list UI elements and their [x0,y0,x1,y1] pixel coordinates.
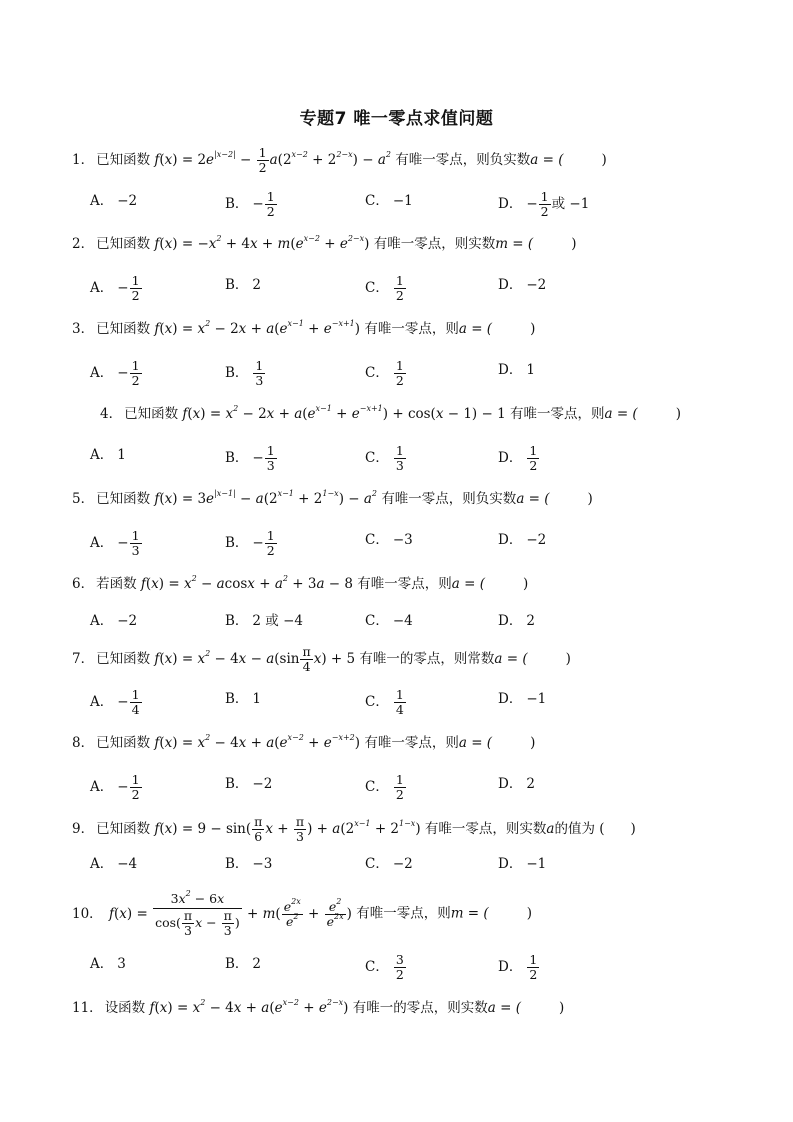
q9-post: 有唯一零点，则实数 [424,821,547,837]
q10-opts-C: C． [365,959,389,975]
q9-opts-Dv: −1 [526,856,547,872]
q7-pre: 已知函数 [96,651,151,667]
q5-opts-D: D． [498,532,523,548]
q1-opts-Av: −2 [117,193,138,209]
q8-opts-A: A． [90,779,114,795]
option-d [498,529,546,551]
option-b [225,610,303,632]
formula: $f(x) = x^2 - 4x + a(e^{x-2} + e^{-x+2})$ [154,733,361,751]
q2-num: 2． [72,236,95,252]
q4-opts-B: B． [225,450,249,466]
q6-pre: 若函数 [96,576,137,592]
q9-num: 9． [72,821,95,837]
option-d [498,359,535,381]
q4-ans: a = ( [604,406,638,422]
formula: $f(x) = x^2 - 4x + a(e^{x-2} + e^{2-x})$ [149,998,349,1016]
option-c [365,853,413,875]
formula: $f(x) = 3e^{|x-1|} - a(2^{x-1} + 2^{1-x}) - a^2$ [154,489,378,507]
q1-opts-Cv: −1 [392,193,413,209]
q5-post: 有唯一零点，则负实数 [381,491,517,507]
option-d: D． $\frac{1}{2}$ [498,443,538,473]
q9-post2: 的值为 ( [554,821,605,837]
q1-pre: 已知函数 [96,152,151,168]
q2-opts-Dv: −2 [526,277,547,293]
q1-close: ) [601,152,607,168]
page-title: 专题7 唯一零点求值问题 [299,109,494,129]
q2-opts-A: A． [90,280,114,296]
option-d [498,773,535,795]
q11-pre: 设函数 [104,1000,146,1016]
question-6 [72,573,528,595]
question-2 [72,233,576,255]
q5-opts-Cv: −3 [392,532,413,548]
option-a [90,610,137,632]
q6-opts-Cv: −4 [392,613,413,629]
q7-num: 7． [72,651,95,667]
q11-num: 11． [72,1000,103,1016]
q10-opts-D: D． [498,959,523,975]
option-c: C． $\frac{1}{2}$ [365,358,404,388]
option-a [90,190,137,212]
option-d [498,274,546,296]
q8-opts-B: B． [225,776,249,792]
q1-opts-B: B． [225,196,249,212]
question-1 [72,146,607,175]
question-5 [72,488,593,510]
option-d: D． $\frac{1}{2}$ [498,952,538,982]
q10-opts-Bv: 2 [252,956,262,972]
q3-opts-Dv: 1 [526,362,535,378]
formula: $f(x) = x^2 - 2x + a(e^{x-1} + e^{-x+1})$ [154,319,361,337]
q7-opts-C: C． [365,694,389,710]
q8-num: 8． [72,735,95,751]
q2-close: ) [571,236,577,252]
q9-opts-Cv: −2 [392,856,413,872]
q7-opts-B: B． [225,691,249,707]
q4-opts-D: D． [498,450,523,466]
q3-pre: 已知函数 [96,321,151,337]
option-a: A． − $\frac{1}{2}$ [90,772,140,802]
option-d: D． − $\frac{1}{2}$ 或 −1 [498,189,590,219]
q9-ans: a [546,821,555,837]
q3-ans: a = ( [458,321,493,337]
q2-opts-D: D． [498,277,523,293]
q11-close: ) [558,1000,565,1016]
q4-opts-C: C． [365,450,389,466]
option-c [365,610,413,632]
formula: $f(x) = x^2 - acosx + a^2 + 3a - 8$ [140,574,353,592]
q9-pre: 已知函数 [96,821,151,837]
q7-opts-Bv: 1 [252,691,262,707]
q5-pre: 已知函数 [96,491,151,507]
option-b [225,688,261,710]
formula: $f(x) = 2e^{|x-2|}$ − $\frac{1}{2}$ $a(2^{x-2} + 2^{2-x}) - a^2$ [154,145,391,175]
q10-opts-A: A． [90,956,114,972]
q8-pre: 已知函数 [96,735,151,751]
formula: $f(x) = x^2 - 4x - a(\sin$ $\frac{\pi}{4}$ x) + 5 [154,644,356,674]
q2-post: 有唯一零点，则实数 [373,236,496,252]
q11-post: 有唯一的零点，则实数 [352,1000,488,1016]
option-c: C． $\frac{3}{2}$ [365,952,404,982]
q3-num: 3． [72,321,95,337]
option-a: A． − $\frac{1}{4}$ [90,687,140,717]
q3-post: 有唯一零点，则 [364,321,459,337]
q7-post: 有唯一的零点，则常数 [359,651,495,667]
q9-opts-Av: −4 [117,856,138,872]
q6-opts-B: B． [225,613,249,629]
q5-opts-B: B． [225,535,249,551]
q1-opts-Dmid: 或 −1 [551,196,590,212]
option-c [365,529,413,551]
question-11 [72,997,564,1019]
q8-opts-Bv: −2 [252,776,273,792]
q9-opts-D: D． [498,856,523,872]
q4-pre: 已知函数 [124,406,179,422]
q9-opts-Bv: −3 [252,856,273,872]
option-a: A． − $\frac{1}{2}$ [90,358,140,388]
option-a: A． − $\frac{1}{3}$ [90,528,140,558]
option-b [225,274,261,296]
formula: $f(x) = x^2 - 2x + a(e^{x-1} + e^{-x+1}) + \cos(x - 1) - 1$ [182,404,506,422]
q10-opts-Av: 3 [117,956,126,972]
q7-opts-D: D． [498,691,523,707]
q5-ans: a = ( [516,491,550,507]
option-c: C． $\frac{1}{2}$ [365,772,404,802]
q1-ans: a = ( [530,152,564,168]
q7-opts-A: A． [90,694,114,710]
q6-opts-A: A． [90,613,114,629]
q1-opts-D: D． [498,196,523,212]
formula: f(x) = $3x^2 - 6x$ cos( $\frac{\pi}{3}$ x − $\frac{\pi}{3}$ ) + m( $\frac{e^{2x}}{e^2}$ + $\frac{e^2}{e^{2x}}$ ) [108,889,352,938]
q2-ans: m = ( [495,236,534,252]
q7-close: ) [565,651,571,667]
q1-opts-C: C． [365,193,389,209]
q6-num: 6． [72,576,95,592]
q1-opts-A: A． [90,193,114,209]
q5-opts-C: C． [365,532,389,548]
option-c [365,190,413,212]
q2-opts-B: B． [225,277,249,293]
option-b [225,773,272,795]
q3-close: ) [530,321,536,337]
option-d [498,610,535,632]
option-a [90,853,137,875]
q3-opts-C: C． [365,365,389,381]
q10-post: 有唯一零点，则 [356,905,451,922]
option-d [498,688,546,710]
question-10 [72,890,532,938]
q4-close: ) [675,406,681,422]
q5-opts-Dv: −2 [526,532,547,548]
q5-opts-A: A． [90,535,114,551]
q6-opts-Bv: 2 或 −4 [252,613,303,629]
q3-opts-A: A． [90,365,114,381]
q4-opts-Av: 1 [117,447,126,463]
q6-opts-C: C． [365,613,389,629]
option-b [225,853,272,875]
question-9 [72,815,636,844]
q7-ans: a = ( [494,651,528,667]
q2-opts-C: C． [365,280,389,296]
q6-post: 有唯一零点，则 [357,576,452,592]
formula: f(x) = 9 − sin( $\frac{\pi}{6}$ x + $\frac{\pi}{3}$ ) + $a(2^{x-1} + 2^{1-x})$ [154,814,421,844]
q10-ans: m = ( [450,905,489,922]
q3-opts-B: B． [225,365,249,381]
q4-post: 有唯一零点，则 [509,406,605,422]
q10-opts-B: B． [225,956,249,972]
option-c: C． $\frac{1}{3}$ [365,443,404,473]
q2-pre: 已知函数 [96,236,151,252]
q1-num: 1． [72,152,95,168]
q1-post: 有唯一零点，则负实数 [395,152,531,168]
option-b [225,953,261,975]
option-c: C． $\frac{1}{2}$ [365,273,404,303]
q10-num: 10． [72,905,103,922]
option-b: B． − $\frac{1}{2}$ [225,189,275,219]
q5-close: ) [587,491,593,507]
question-7 [72,645,571,674]
q6-opts-Av: −2 [117,613,138,629]
option-c: C． $\frac{1}{4}$ [365,687,404,717]
q8-opts-D: D． [498,776,523,792]
q9-opts-B: B． [225,856,249,872]
option-a [90,444,126,466]
question-4 [100,403,681,425]
q6-ans: a = ( [451,576,486,592]
q6-opts-D: D． [498,613,523,629]
q2-opts-Bv: 2 [252,277,262,293]
q9-close: ) [630,821,636,837]
option-b: B． − $\frac{1}{3}$ [225,443,275,473]
q10-close: ) [526,905,532,922]
q5-num: 5． [72,491,95,507]
option-b: B． $\frac{1}{3}$ [225,358,264,388]
q8-opts-Dv: 2 [526,776,535,792]
q9-opts-C: C． [365,856,389,872]
q6-opts-Dv: 2 [526,613,535,629]
q9-opts-A: A． [90,856,114,872]
q8-close: ) [530,735,536,751]
q8-ans: a = ( [458,735,493,751]
q3-opts-D: D． [498,362,523,378]
q11-ans: a = ( [487,1000,521,1016]
question-8 [72,732,535,754]
option-b: B． − $\frac{1}{2}$ [225,528,275,558]
q4-num: 4． [100,406,123,422]
formula: $f(x) = -x^2 + 4x + m(e^{x-2} + e^{2-x})$ [154,234,370,252]
option-a: A． − $\frac{1}{2}$ [90,273,140,303]
q8-opts-C: C． [365,779,389,795]
option-d [498,853,546,875]
q7-opts-Dv: −1 [526,691,547,707]
question-3 [72,318,535,340]
q4-opts-A: A． [90,447,114,463]
option-a [90,953,126,975]
q6-close: ) [523,576,529,592]
q8-post: 有唯一零点，则 [364,735,459,751]
